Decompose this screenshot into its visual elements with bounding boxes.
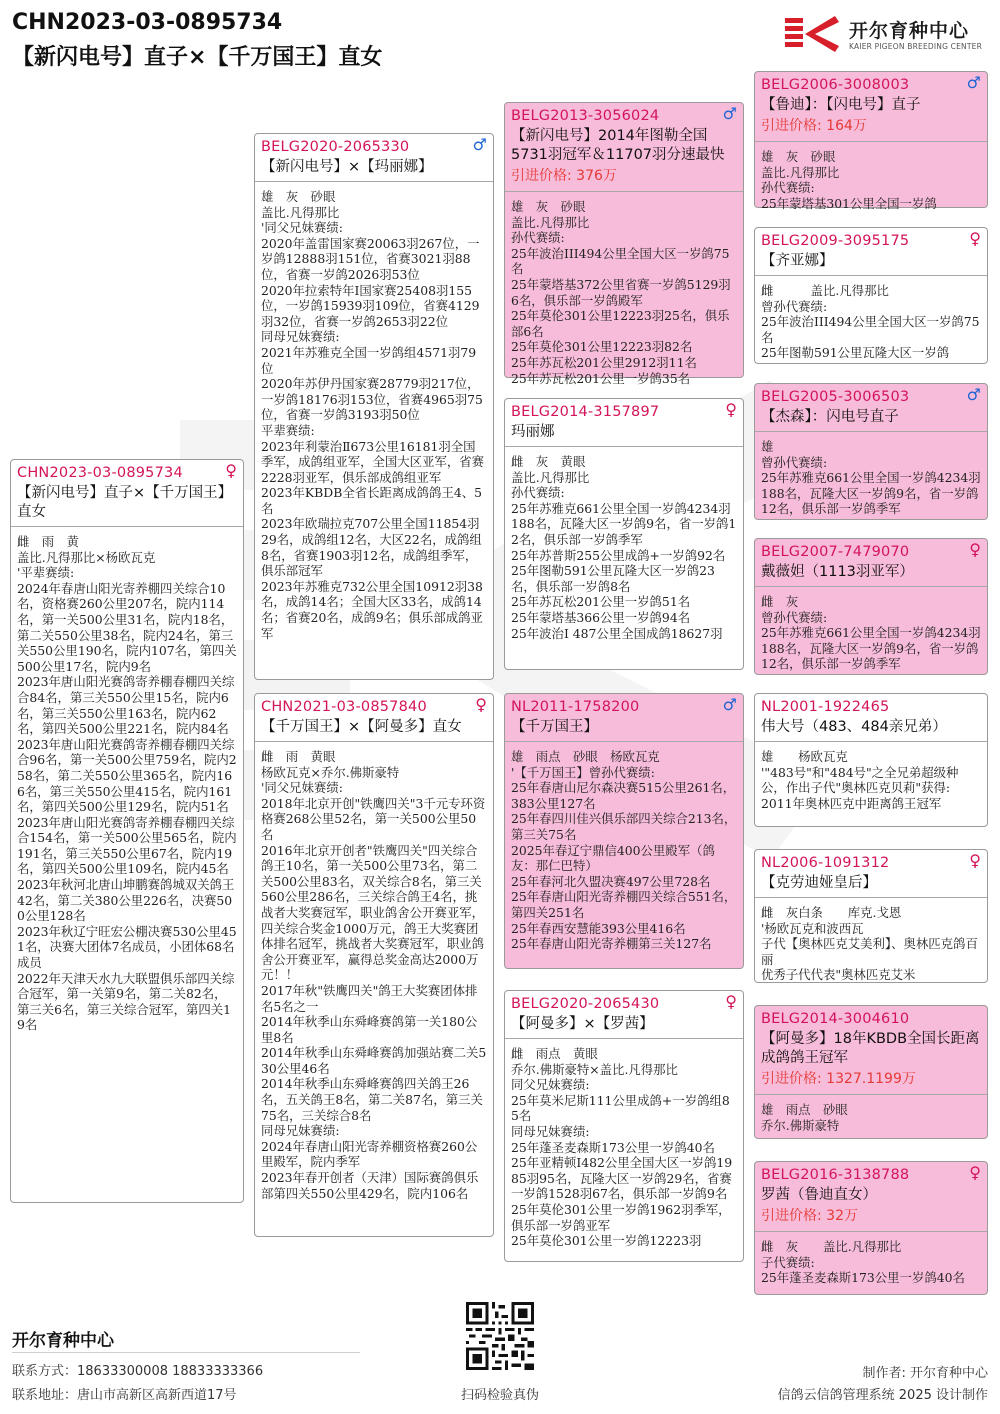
brand-logo xyxy=(783,14,988,60)
pedigree-card-dsd[interactable] xyxy=(754,849,988,983)
ring-number: BELG2006-3008003 xyxy=(761,77,910,93)
pigeon-details: 雌 灰 曾孙代赛绩: 25年苏雅克661公里全国一岁鸽4234羽188名，瓦隆大区一岁鸽9名，省一岁鸽12名，俱乐部一岁鸽季军 xyxy=(761,594,981,672)
footer-company: 开尔育种中心 xyxy=(12,1331,114,1351)
pedigree-card-sire-dam[interactable] xyxy=(504,398,744,670)
male-icon: ♂ xyxy=(966,385,981,404)
female-icon: ♀ xyxy=(969,540,981,559)
pedigree-card-sire-sire[interactable] xyxy=(504,102,744,386)
ring-number: NL2011-1758200 xyxy=(511,699,640,715)
pigeon-name: 【千万国王】×【阿曼多】直女 xyxy=(261,719,462,735)
female-icon: ♀ xyxy=(475,695,487,714)
male-icon: ♂ xyxy=(966,73,981,92)
pedigree-card-dam-sire[interactable] xyxy=(504,693,744,969)
pigeon-details: 雌 雨 黄眼 杨欧瓦克×乔尔.佛斯豪特 '同父兄妹赛绩: 2018年北京开创"铁鹰四关"3千元专环资格赛268公里52名，第一关500公里50名 2016年北京开创者"铁鹰四关"四关综合鸽王10名，第一关500公里73名，第二关500公里83名，双关综合8名，第三关560公里286名，三关综合鸽王4名，挑战者大奖赛冠军，职业鸽舍公开赛亚军，四关综合奖金1000万元，鸽王大奖赛团体排名冠军，挑战者大奖赛冠军，职业鸽舍公开赛亚军，赢得总奖金高达2000万元！！ 2017年秋"铁鹰四关"鸽王大奖赛团体排名5名之一 2014年秋季山东舜峰赛鸽第一关180公里8名 2014年秋季山东舜峰赛鸽加强站赛二关530公里46名 2014年秋季山东舜峰赛鸽四关鸽王26名，五关鸽王8名，第二关87名，第三关75名，三关综合8名 同母兄妹赛绩: 2024年春唐山阳光寄养棚资格赛260公里殿军，院内季军 2023年春开创者（天津）国际赛鸽俱乐部第四关550公里429名，院内106名 xyxy=(261,749,487,1201)
import-price: 引进价格: 32万 xyxy=(761,1208,858,1224)
pigeon-name: 戴薇妲（1113羽亚军） xyxy=(761,564,914,580)
pigeon-name: 【新闪电号】2014年图勒全国5731羽冠军＆11707羽分速最快 xyxy=(511,128,725,163)
footer-maker: 制作者: 开尔育种中心 xyxy=(862,1366,988,1381)
ring-number: BELG2007-7479070 xyxy=(761,544,910,560)
pedigree-card-sire[interactable] xyxy=(254,133,494,680)
pigeon-details: 雌 灰白条 库克.戈恩 '杨欧瓦克和波西瓦 子代【奥林匹克艾美利】、奥林匹克鸽百丽 优秀子代代表"奥林匹克艾米 xyxy=(761,905,978,983)
pedigree-card-dam-dam[interactable] xyxy=(504,990,744,1262)
pigeon-details: 雌 雨 黄 盖比.凡得那比×杨欧瓦克 '平辈赛绩: 2024年春唐山阳光寄养棚四关综合10名，资格赛260公里207名，院内114名，第一关500公里31名，院内18名，第二关550公里38名，院内24名，第三关550公里190名，院内107名，第四关500公里17名，院内9名 2023年唐山阳光赛鸽寄养棚春棚四关综合84名，第三关550公里15名，院内6名，第三关550公里163名，院内62名，第四关500公里221名，院内84名 2023年唐山阳光赛鸽寄养棚春棚四关综合96名，第一关500公里759名，院内258名，第二关550公里365名，院内166名，第三关550公里415名，院内161名，第四关500公里129名，院内51名 2023年唐山阳光赛鸽寄养棚春棚四关综合154名，第一关500公里565名，院内191名，第三关550公里67名，院内19名，第四关500公里109名，院内45名 2023年秋河北唐山坤鹏赛鸽城双关鸽王42名，第二关380公里226名，决赛500公里128名 2023年秋辽宁旺宏公棚决赛530公里451名，决赛大团体7名成员，小团体68名成员 2022年天津天水九大联盟俱乐部四关综合冠军，第一关第9名，第二关82名，第三关6名，第三关综合冠军，第四关19名 xyxy=(17,534,237,1033)
pigeon-name: 伟大号（483、484亲兄弟） xyxy=(761,719,947,735)
ring-number: BELG2014-3004610 xyxy=(761,1011,910,1027)
pigeon-name: 【鲁迪】：【闪电号】直子 xyxy=(761,97,921,113)
male-icon: ♂ xyxy=(722,695,737,714)
import-price: 引进价格: 164万 xyxy=(761,118,867,134)
pigeon-name: 罗茜（鲁迪直女） xyxy=(761,1187,877,1203)
pedigree-card-subject[interactable] xyxy=(10,459,244,1203)
pedigree-card-dam[interactable] xyxy=(254,693,494,1237)
female-icon: ♀ xyxy=(225,461,237,480)
pigeon-details: 雌 灰 盖比.凡得那比 子代赛绩: 25年蓬圣麦森斯173公里一岁鸽40名 xyxy=(761,1239,965,1286)
male-icon: ♂ xyxy=(722,104,737,123)
pigeon-name: 【阿曼多】×【罗茜】 xyxy=(511,1016,654,1032)
pigeon-name: 【千万国王】 xyxy=(511,719,598,735)
pedigree-card-dss[interactable] xyxy=(754,693,988,827)
pigeon-name: 玛丽娜 xyxy=(511,424,555,440)
pigeon-name: 【新闪电号】×【玛丽娜】 xyxy=(261,159,433,175)
ring-number: CHN2023-03-0895734 xyxy=(17,465,183,481)
pedigree-card-ssd[interactable] xyxy=(754,227,988,364)
import-price: 引进价格: 376万 xyxy=(511,168,617,184)
ring-number: NL2001-1922465 xyxy=(761,699,890,715)
pigeon-details: 雄 灰 砂眼 盖比.凡得那比 '同父兄妹赛绩: 2020年盖雷国家赛20063羽267位，一岁鸽12888羽151位，省赛3021羽88位，省赛一岁鸽2026羽53位 2020年拉索特年I国家赛25408羽155位，一岁鸽15939羽109位，省赛4129羽32位，省赛一岁鸽2653羽22位 同母兄妹赛绩: 2021年苏雅克全国一岁鸽组4571羽79位 2020年苏伊丹国家赛28779羽217位，一岁鸽18176羽153位，省赛4965羽75位，省赛一岁鸽3193羽50位 平辈赛绩: 2023年利蒙治Ⅱ673公里16181羽全国季军，成鸽组亚军，全国大区亚军，省赛2228羽亚军，俱乐部成鸽组亚军 2023年KBDB全省长距离成鸽鸽王4、5名 2023年欧瑞拉克707公里全国11854羽29名，成鸽组12名，大区22名，成鸽组8名，省赛1903羽12名，成鸽组季军，俱乐部冠军 2023年苏雅克732公里全国10912羽38名，成鸽14名；全国大区33名，成鸽14名；省赛20名，成鸽9名；俱乐部成鸽亚军 xyxy=(261,189,485,641)
male-icon: ♂ xyxy=(472,135,487,154)
footer-address: 联系地址：唐山市高新区高新西道17号 xyxy=(12,1388,237,1403)
footer-system: 信鸽云信鸽管理系统 2025 设计制作 xyxy=(777,1388,988,1403)
ring-number: BELG2016-3138788 xyxy=(761,1167,910,1183)
pigeon-name: 【新闪电号】直子×【千万国王】直女 xyxy=(17,485,233,520)
pigeon-details: 雄 雨点 砂眼 杨欧瓦克 '【千万国王】曾孙代赛绩: 25年春唐山尼尔森决赛515公里261名，383公里127名 25年春四川佳兴俱乐部四关综合213名，第三关75名 2025年春辽宁鼎信400公里殿军（鸽友：那仁巴特） 25年春河北久盟决赛497公里728名 25年春唐山阳光寄养棚四关综合551名，第四关251名 25年春西安慧能393公里416名 25年春唐山阳光寄养棚第三关127名 xyxy=(511,749,737,952)
import-price: 引进价格: 1327.1199万 xyxy=(761,1071,916,1087)
ring-number: BELG2005-3006503 xyxy=(761,389,910,405)
pedigree-card-sss[interactable] xyxy=(754,71,988,211)
logo-name-cn: 开尔育种中心 xyxy=(849,20,970,42)
pigeon-details: 雄 曾孙代赛绩: 25年苏雅克661公里全国一岁鸽4234羽188名，瓦隆大区一岁鸽9名，省一岁鸽12名，俱乐部一岁鸽季军 xyxy=(761,439,981,517)
page-title-ring: CHN2023-03-0895734 xyxy=(12,10,283,35)
logo-name-en: KAIER PIGEON BREEDING CENTER xyxy=(849,42,982,51)
kaier-logo-icon xyxy=(783,14,841,54)
pedigree-card-ddd[interactable] xyxy=(754,1161,988,1295)
ring-number: BELG2020-2065430 xyxy=(511,996,660,1012)
pigeon-name: 【阿曼多】18年KBDB全国长距离成鸽鸽王冠军 xyxy=(761,1031,980,1066)
footer-divider xyxy=(12,1352,360,1353)
pigeon-details: 雌 盖比.凡得那比 曾孙代赛绩: 25年波治III494公里全国大区一岁鸽75名 25年图勒591公里瓦隆大区一岁鸽 xyxy=(761,283,980,361)
pedigree-card-sdd[interactable] xyxy=(754,538,988,675)
footer-contact: 联系方式：18633300008 18833333366 xyxy=(12,1364,264,1379)
female-icon: ♀ xyxy=(725,400,737,419)
pigeon-details: 雄 灰 砂眼 盖比.凡得那比 孙代赛绩: 25年波治III494公里全国大区一岁鸽75名 25年蒙塔基372公里省赛一岁鸽5129羽6名，俱乐部一岁鸽殿军 25年莫伦301公里12223羽25名，俱乐部6名 25年莫伦301公里12223羽82名 25年苏瓦松201公里2912羽11名 25年苏瓦松201公里一岁鸽35名 xyxy=(511,199,731,386)
scan-verify-label: 扫码检验真伪 xyxy=(460,1388,539,1403)
pigeon-name: 【克劳迪娅皇后】 xyxy=(761,875,877,891)
female-icon: ♀ xyxy=(725,992,737,1011)
page-title-name: 【新闪电号】直子×【千万国王】直女 xyxy=(12,45,383,70)
pigeon-details: 雌 雨点 黄眼 乔尔.佛斯豪特×盖比.凡得那比 同父兄妹赛绩: 25年莫米尼斯111公里成鸽+一岁鸽组85名 同母兄妹赛绩: 25年蓬圣麦森斯173公里一岁鸽40名 25年亚精顿I482公里全国大区一岁鸽1985羽95名，瓦隆大区一岁鸽29名，省赛一岁鸽1528羽67名，俱乐部一岁鸽9名 25年莫伦301公里一岁鸽1962羽季军，俱乐部一岁鸽亚军 25年莫伦301公里一岁鸽12223羽 xyxy=(511,1046,733,1249)
pedigree-card-sds[interactable] xyxy=(754,383,988,520)
female-icon: ♀ xyxy=(969,851,981,870)
ring-number: CHN2021-03-0857840 xyxy=(261,699,427,715)
ring-number: BELG2009-3095175 xyxy=(761,233,910,249)
pigeon-details: 雄 灰 砂眼 盖比.凡得那比 孙代赛绩: 25年蒙塔基301公里全国一岁鸽 xyxy=(761,149,937,211)
female-icon: ♀ xyxy=(969,1163,981,1182)
pigeon-details: 雄 杨欧瓦克 '"483号"和"484号"之全兄弟超级种公，作出子代"奥林匹克贝莉"获得: 2011年奥林匹克中距离鸽王冠军 xyxy=(761,749,959,811)
ring-number: BELG2020-2065330 xyxy=(261,139,410,155)
ring-number: BELG2013-3056024 xyxy=(511,108,660,124)
qr-code-icon[interactable] xyxy=(466,1302,534,1370)
pigeon-details: 雌 灰 黄眼 盖比.凡得那比 孙代赛绩: 25年苏雅克661公里全国一岁鸽4234羽188名，瓦隆大区一岁鸽9名，省一岁鸽12名，俱乐部一岁鸽季军 25年苏普斯255公里成鸽+一岁鸽92名 25年图勒591公里瓦隆大区一岁鸽23名，俱乐部一岁鸽8名 25年苏瓦松201公里一岁鸽51名 25年蒙塔基366公里一岁鸽94名 25年波治I 487公里全国成鸽18627羽 xyxy=(511,454,737,641)
pigeon-name: 【齐亚娜】 xyxy=(761,253,834,269)
pigeon-name: 【杰森】：闪电号直子 xyxy=(761,409,899,425)
ring-number: NL2006-1091312 xyxy=(761,855,890,871)
ring-number: BELG2014-3157897 xyxy=(511,404,660,420)
pigeon-details: 雄 雨点 砂眼 乔尔.佛斯豪特 xyxy=(761,1102,848,1133)
pedigree-card-dds[interactable] xyxy=(754,1005,988,1139)
female-icon: ♀ xyxy=(969,229,981,248)
